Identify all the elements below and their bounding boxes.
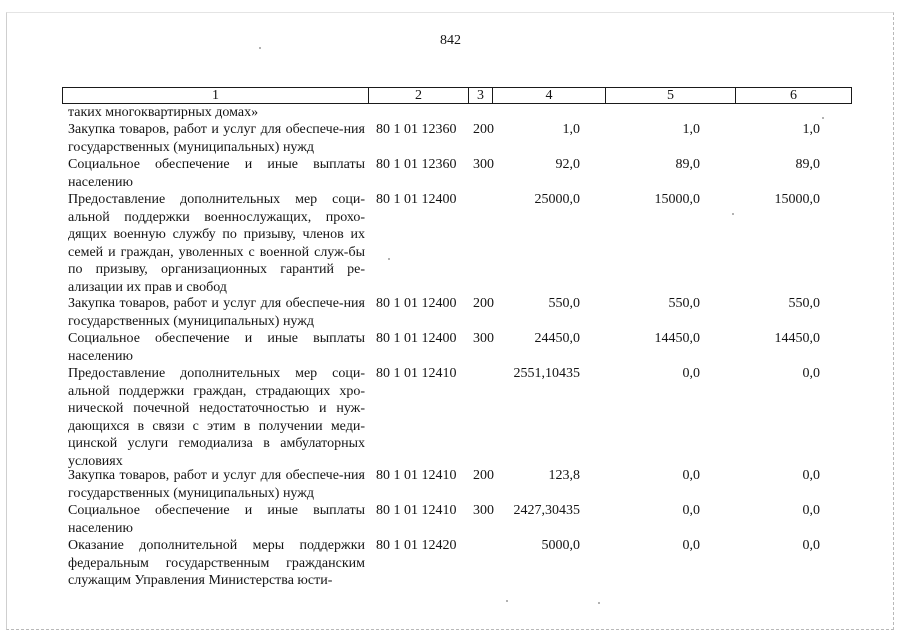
row-amount-col5: 89,0 [675, 157, 700, 172]
row-amount-col5: 15000,0 [654, 192, 700, 207]
row-amount-col5: 0,0 [682, 366, 700, 381]
row-description: Оказание дополнительной меры поддержки федеральным государственным гражданским служащим Управления Министерства юсти- [68, 538, 365, 588]
row-description: Социальное обеспечение и иные выплаты населению [68, 331, 365, 364]
row-expense-type: 300 [473, 503, 494, 518]
header-col-1: 1 [63, 88, 369, 103]
row-code: 80 1 01 12360 [376, 157, 457, 172]
scan-speck [822, 117, 824, 119]
scan-speck [732, 213, 734, 215]
row-expense-type: 300 [473, 331, 494, 346]
header-col-3: 3 [469, 88, 493, 103]
row-description: Социальное обеспечение и иные выплаты населению [68, 157, 365, 190]
row-code: 80 1 01 12410 [376, 468, 457, 483]
row-code: 80 1 01 12400 [376, 331, 457, 346]
row-code: 80 1 01 12400 [376, 192, 457, 207]
row-amount-col6: 0,0 [802, 366, 820, 381]
row-amount-col4: 5000,0 [541, 538, 580, 553]
row-amount-col6: 0,0 [802, 538, 820, 553]
row-code: 80 1 01 12410 [376, 366, 457, 381]
row-description: Социальное обеспечение и иные выплаты населению [68, 503, 365, 536]
row-description: Закупка товаров, работ и услуг для обеспече-ния государственных (муниципальных) нужд [68, 296, 365, 329]
row-code: 80 1 01 12400 [376, 296, 457, 311]
row-expense-type: 200 [473, 122, 494, 137]
row-expense-type: 200 [473, 468, 494, 483]
row-amount-col5: 0,0 [682, 538, 700, 553]
scan-speck [598, 602, 600, 604]
row-code: 80 1 01 12420 [376, 538, 457, 553]
scan-speck [506, 600, 508, 602]
row-amount-col6: 1,0 [802, 122, 820, 137]
row-description: Закупка товаров, работ и услуг для обеспече-ния государственных (муниципальных) нужд [68, 468, 365, 501]
row-amount-col5: 550,0 [668, 296, 700, 311]
row-amount-col4: 24450,0 [534, 331, 580, 346]
continuation-text: таких многоквартирных домах» [68, 105, 259, 120]
header-col-2: 2 [369, 88, 469, 103]
scan-speck [259, 47, 261, 49]
scan-speck [388, 258, 390, 260]
row-amount-col6: 0,0 [802, 503, 820, 518]
row-amount-col6: 89,0 [795, 157, 820, 172]
row-description: Закупка товаров, работ и услуг для обеспече-ния государственных (муниципальных) нужд [68, 122, 365, 155]
row-amount-col5: 0,0 [682, 503, 700, 518]
page-number: 842 [440, 33, 461, 48]
row-amount-col4: 2427,30435 [513, 503, 580, 518]
row-amount-col5: 0,0 [682, 468, 700, 483]
row-code: 80 1 01 12360 [376, 122, 457, 137]
row-amount-col5: 1,0 [682, 122, 700, 137]
row-amount-col4: 1,0 [562, 122, 580, 137]
row-expense-type: 200 [473, 296, 494, 311]
row-amount-col4: 550,0 [548, 296, 580, 311]
header-col-6: 6 [790, 88, 797, 103]
row-amount-col4: 123,8 [548, 468, 580, 483]
row-amount-col6: 550,0 [788, 296, 820, 311]
row-amount-col6: 14450,0 [774, 331, 820, 346]
row-description: Предоставление дополнительных мер соци-альной поддержки граждан, страдающих хро-нической почечной недостаточностью и нуж-дающихся в связи с этим в получении меди-цинской услуги гемодиализа в амбулаторных условиях [68, 366, 365, 469]
row-amount-col6: 15000,0 [774, 192, 820, 207]
row-amount-col4: 25000,0 [534, 192, 580, 207]
row-description: Предоставление дополнительных мер соци-альной поддержки военнослужащих, прохо-дящих военную службу по призыву, членов их семей и граждан, уволенных с военной служ-бы по призыву, организационных гарантий ре-ализации их прав и свобод [68, 192, 365, 295]
row-expense-type: 300 [473, 157, 494, 172]
header-col-4: 4 [493, 88, 606, 103]
header-col-5: 5 [606, 88, 736, 103]
row-amount-col4: 92,0 [555, 157, 580, 172]
row-code: 80 1 01 12410 [376, 503, 457, 518]
table-header [62, 87, 852, 104]
row-amount-col5: 14450,0 [654, 331, 700, 346]
row-amount-col4: 2551,10435 [513, 366, 580, 381]
row-amount-col6: 0,0 [802, 468, 820, 483]
